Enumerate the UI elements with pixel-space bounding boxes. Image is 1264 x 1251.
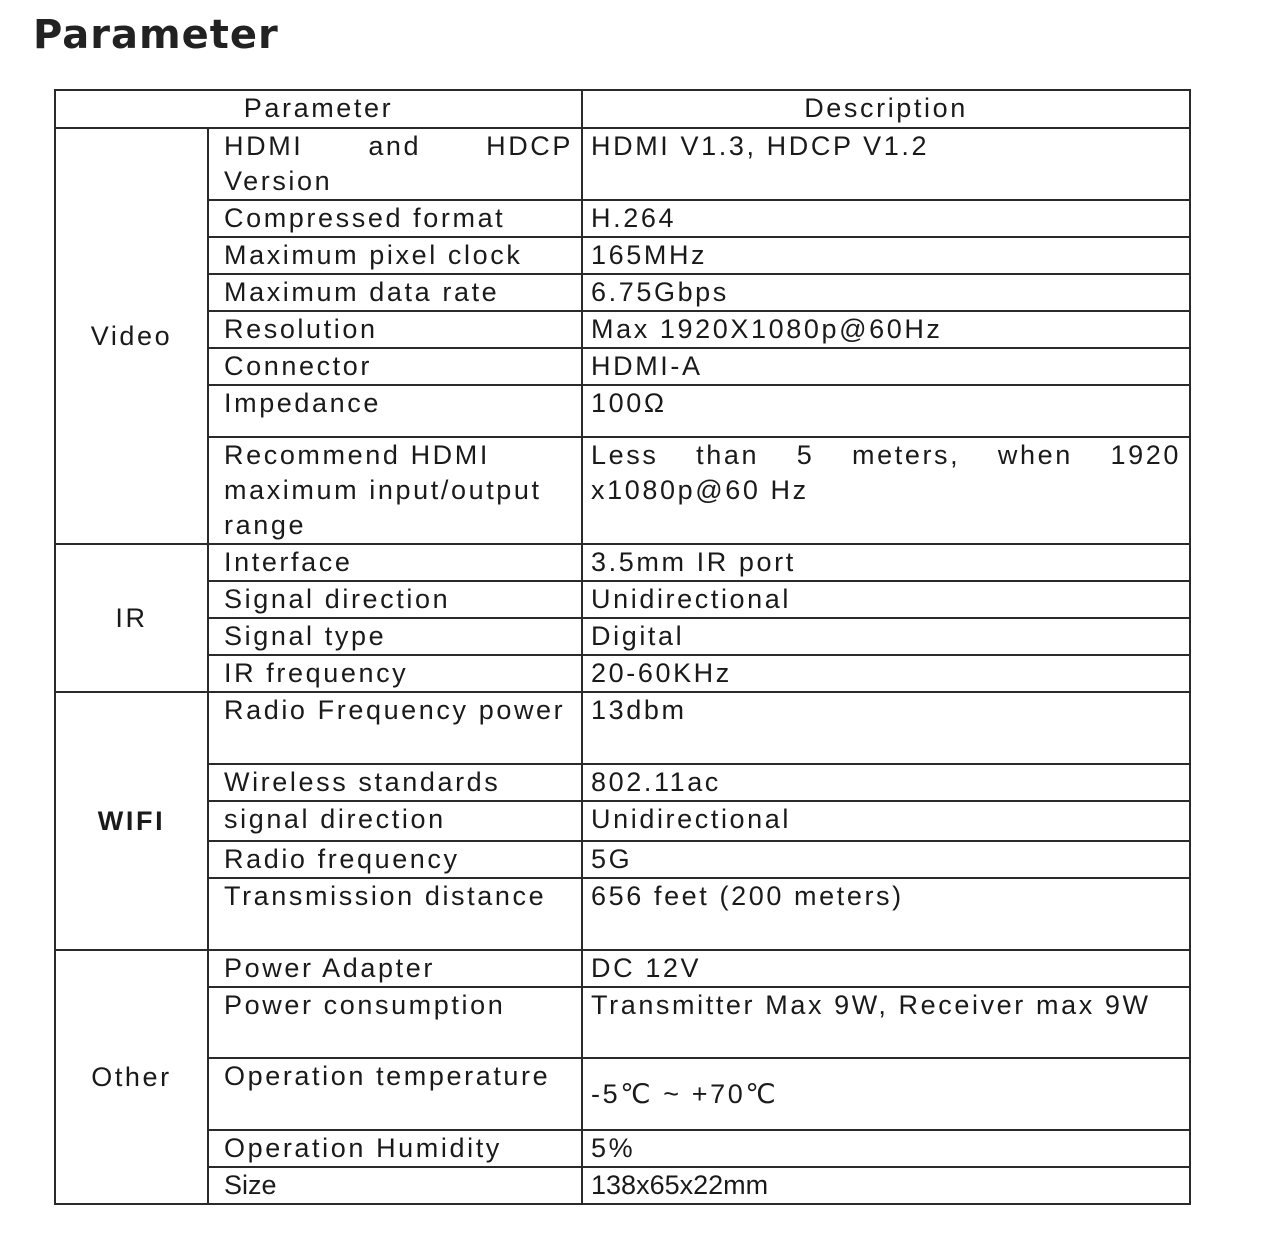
- table-row: [55, 878, 1190, 950]
- param-cell: Transmission distance: [208, 878, 582, 950]
- desc-cell: 20-60KHz: [582, 655, 1190, 692]
- table-row: [55, 801, 1190, 841]
- param-cell: Wireless standards: [208, 764, 582, 801]
- table-row: [55, 764, 1190, 801]
- desc-cell: 802.11ac: [582, 764, 1190, 801]
- table-row: [55, 128, 1190, 200]
- param-cell: HDMI and HDCP Version: [208, 128, 582, 200]
- table-row: [55, 987, 1190, 1058]
- table-row: [55, 950, 1190, 987]
- group-other: Other: [55, 950, 208, 1204]
- param-cell: Operation Humidity: [208, 1130, 582, 1167]
- desc-cell: 100Ω: [582, 385, 1190, 437]
- param-cell: Size: [208, 1167, 582, 1204]
- group-ir: IR: [55, 544, 208, 692]
- param-cell: Interface: [208, 544, 582, 581]
- desc-cell: HDMI V1.3, HDCP V1.2: [582, 128, 1190, 200]
- param-cell: Resolution: [208, 311, 582, 348]
- param-cell: Recommend HDMI maximum input/output range: [208, 437, 582, 544]
- desc-cell: 3.5mm IR port: [582, 544, 1190, 581]
- table-row: [55, 692, 1190, 764]
- table-row: [55, 274, 1190, 311]
- header-parameter: Parameter: [55, 90, 582, 128]
- table-row: [55, 1167, 1190, 1204]
- desc-cell: HDMI-A: [582, 348, 1190, 385]
- param-cell: Impedance: [208, 385, 582, 437]
- desc-cell: 656 feet (200 meters): [582, 878, 1190, 950]
- desc-cell: H.264: [582, 200, 1190, 237]
- param-cell: IR frequency: [208, 655, 582, 692]
- param-cell: Compressed format: [208, 200, 582, 237]
- table-row: [55, 618, 1190, 655]
- desc-cell: Less than 5 meters, when 1920 x1080p@60 Hz: [582, 437, 1190, 544]
- desc-cell: -5℃ ~ +70℃: [582, 1058, 1190, 1130]
- parameter-table: [54, 89, 1191, 1205]
- group-wifi: WIFI: [55, 692, 208, 950]
- table-row: [55, 437, 1190, 544]
- header-description: Description: [582, 90, 1190, 128]
- table-row: [55, 544, 1190, 581]
- param-cell: Radio frequency: [208, 841, 582, 878]
- param-cell: Signal direction: [208, 581, 582, 618]
- table-row: [55, 385, 1190, 437]
- param-cell: Power consumption: [208, 987, 582, 1058]
- table-header-row: [55, 90, 1190, 128]
- desc-cell: Unidirectional: [582, 801, 1190, 841]
- param-cell: Connector: [208, 348, 582, 385]
- desc-cell: 138x65x22mm: [582, 1167, 1190, 1204]
- param-cell: Power Adapter: [208, 950, 582, 987]
- table-row: [55, 200, 1190, 237]
- desc-cell: 5%: [582, 1130, 1190, 1167]
- table-row: [55, 311, 1190, 348]
- page-title: Parameter: [33, 12, 279, 58]
- desc-cell: Max 1920X1080p@60Hz: [582, 311, 1190, 348]
- param-cell: Maximum data rate: [208, 274, 582, 311]
- table-row: [55, 1130, 1190, 1167]
- desc-cell: DC 12V: [582, 950, 1190, 987]
- table-row: [55, 655, 1190, 692]
- table-row: [55, 237, 1190, 274]
- table-row: [55, 348, 1190, 385]
- desc-cell: 13dbm: [582, 692, 1190, 764]
- param-cell: Signal type: [208, 618, 582, 655]
- desc-cell: 165MHz: [582, 237, 1190, 274]
- desc-cell: Unidirectional: [582, 581, 1190, 618]
- table-row: [55, 581, 1190, 618]
- desc-cell: 6.75Gbps: [582, 274, 1190, 311]
- desc-cell: Digital: [582, 618, 1190, 655]
- param-cell: Radio Frequency power: [208, 692, 582, 764]
- param-cell: Maximum pixel clock: [208, 237, 582, 274]
- desc-cell: Transmitter Max 9W, Receiver max 9W: [582, 987, 1190, 1058]
- table-row: [55, 1058, 1190, 1130]
- group-video: Video: [55, 128, 208, 544]
- param-cell: signal direction: [208, 801, 582, 841]
- desc-cell: 5G: [582, 841, 1190, 878]
- param-cell: Operation temperature: [208, 1058, 582, 1130]
- table-row: [55, 841, 1190, 878]
